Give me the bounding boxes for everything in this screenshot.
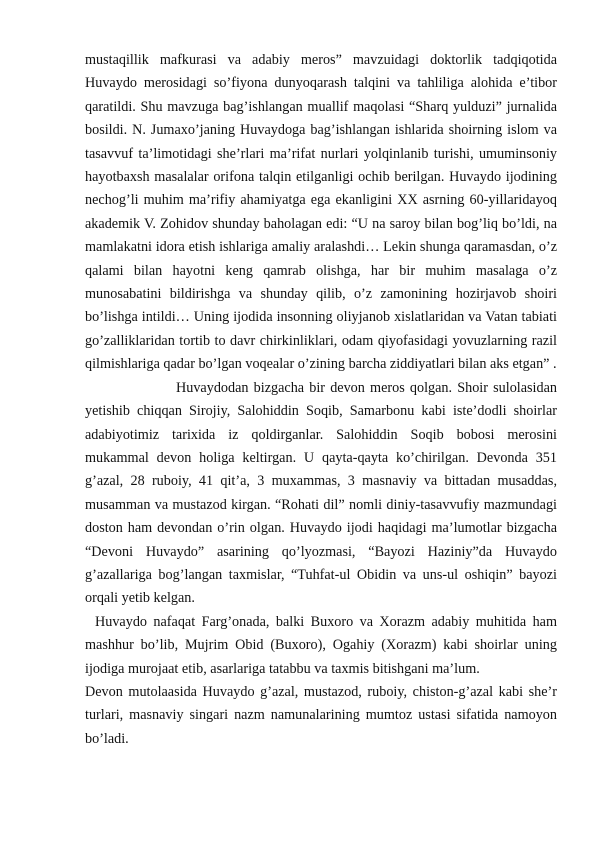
paragraph-3: Huvaydo nafaqat Farg’onada, balki Buxoro va Xorazm adabiy muhitida ham mashhur bo’lib, Mujrim Obid (Buxoro), Ogahiy (Xorazm) kabi shoirlar uning ijodiga murojaat etib, asarlariga tatabbu va taxmis bitishgani ma’lum. — [85, 613, 557, 677]
paragraph-1: mustaqillik mafkurasi va adabiy meros” mavzuidagi doktorlik tadqiqotida Huvaydo merosidagi so’fiyona dunyoqarash talqini va tahliliga alohida e’tibor qaratildi. Shu mavzuga bag’ishlangan muallif maqolasi “Sharq yulduzi” jurnalida bosildi. N. Jumaxo’janing Huvaydoga bag’ishlangan ishlarida shoirning islom va tasavvuf ta’limotidagi she’rlari ma’rifat nurlari yolqinlanib turishi, umuminsoniy hayotbaxsh masalalar orifona talqin etilganligi ochib berilgan. Huvaydo ijodining nechog’li muhim ma’rifiy ahamiyatga ega ekanligini XX asrning 60-yillaridayoq akademik V. Zohidov shunday baholagan edi: “U na saroy bilan bog’liq bo’ldi, na mamlakatni idora etish ishlariga amaliy aralashdi… Lekin shunga qaramasdan, o’z qalami bilan hayotni keng qamrab olishga, har bir muhim masalaga o’z munosabatini bildirishga va shunday qilib, o’z zamonining hozirjavob shoiri bo’lishga intildi… Uning ijodida insonning oliyjanob xislatlaridan va Vatan tabiati go’zalliklaridan tortib to davr chirkinliklari, odam qiyofasidagi yovuzlarning razil qilmishlariga qadar bo’lgan voqealar o’zining barcha ziddiyatlari bilan aks etgan” . — [85, 52, 557, 373]
document-page — [85, 49, 557, 751]
paragraph-4: Devon mutolaasida Huvaydo g’azal, mustazod, ruboiy, chiston-g’azal kabi she’r turlari, masnaviy singari nazm namunalarining mumtoz ustasi sifatida namoyon bo’ladi. — [85, 683, 557, 747]
paragraph-2: Huvaydodan bizgacha bir devon meros qolgan. Shoir sulolasidan yetishib chiqqan Sirojiy, Salohiddin Soqib, Samarbonu kabi iste’dodli shoirlar adabiyotimiz tarixida iz qoldirganlar. Salohiddin Soqib bobosi merosini mukammal devon holiga keltirgan. U qayta-qayta ko’chirilgan. Devonda 351 g’azal, 28 ruboiy, 41 qit’a, 3 muxammas, 3 masnaviy va bittadan musaddas, musamman va mustazod kirgan. “Rohati dil” nomli diniy-tasavvufiy mazmundagi doston ham devondan o’rin olgan. Huvaydo ijodi haqidagi ma’lumotlar bizgacha “Devoni Huvaydo” asarining qo’lyozmasi, “Bayozi Haziniy”da Huvaydo g’azallariga bog’langan taxmislar, “Tuhfat-ul Obidin va uns-ul oshiqin” bayozi orqali yetib kelgan. — [85, 379, 557, 607]
